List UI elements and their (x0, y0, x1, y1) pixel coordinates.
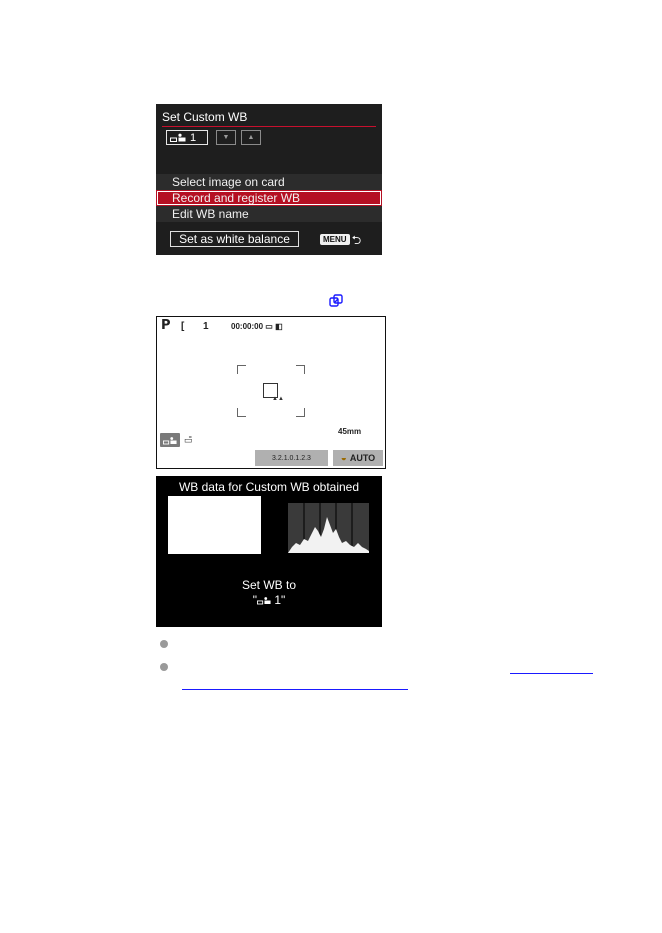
triangle-up-icon: ▲ (247, 134, 255, 141)
histogram (288, 503, 369, 553)
custom-wb-icon (170, 133, 186, 142)
live-view-screen (156, 316, 386, 469)
custom-wb-slot-selector[interactable] (166, 130, 208, 145)
bullet-icon (160, 640, 168, 648)
slot-down-button[interactable] (216, 130, 236, 145)
menu-item-record-register[interactable]: Record and register WB (156, 190, 382, 206)
focal-length: 45mm (338, 427, 362, 436)
title-divider (162, 126, 376, 127)
custom-wb-icon (257, 596, 271, 605)
menu-back-button[interactable] (320, 234, 361, 245)
iso-indicator[interactable] (333, 450, 383, 466)
triangle-down-icon: ▼ (222, 134, 230, 141)
shots-remaining: 1 (203, 321, 209, 332)
custom-wb-glyph (163, 436, 177, 445)
wb-data-obtained-screen (156, 476, 382, 627)
shots-bracket-icon: [ (181, 321, 185, 332)
return-arrow-icon: ⮌ (351, 232, 362, 247)
exposure-level-scale: 3.2.1.0.1.2.3 (255, 450, 328, 466)
result-title: WB data for Custom WB obtained (178, 480, 360, 494)
captured-image-preview (168, 496, 261, 554)
custom-wb-icon[interactable] (160, 433, 180, 447)
link-icon[interactable] (329, 294, 343, 308)
single-shot-icon: ▭̄ (184, 435, 193, 445)
menu-key-label: MENU (320, 234, 350, 245)
hyperlink-underline[interactable] (182, 689, 408, 690)
set-as-white-balance-button[interactable]: Set as white balance (170, 231, 299, 247)
set-wb-slot-value: " 1" (252, 593, 286, 607)
card-icon: ◧ (275, 322, 283, 331)
set-custom-wb-screen (156, 104, 382, 255)
menu-item-edit-name[interactable]: Edit WB name (156, 206, 382, 222)
bullet-icon (160, 663, 168, 671)
battery-icon: ▭ (265, 322, 273, 331)
set-wb-message: Set WB to (241, 578, 297, 592)
custom-wb-marker-icon: ▲▲ (272, 396, 284, 402)
shooting-mode: P (161, 318, 171, 333)
menu-item-select-image[interactable]: Select image on card (156, 174, 382, 190)
hyperlink-underline[interactable] (510, 673, 593, 674)
menu-title: Set Custom WB (162, 110, 248, 124)
iso-icon: ◒ (340, 452, 347, 464)
slot-number: 1 (190, 131, 197, 144)
slot-up-button[interactable] (241, 130, 261, 145)
time-readout: 00:00:00 ▭ ◧ (231, 322, 283, 331)
iso-value: AUTO (349, 453, 376, 463)
